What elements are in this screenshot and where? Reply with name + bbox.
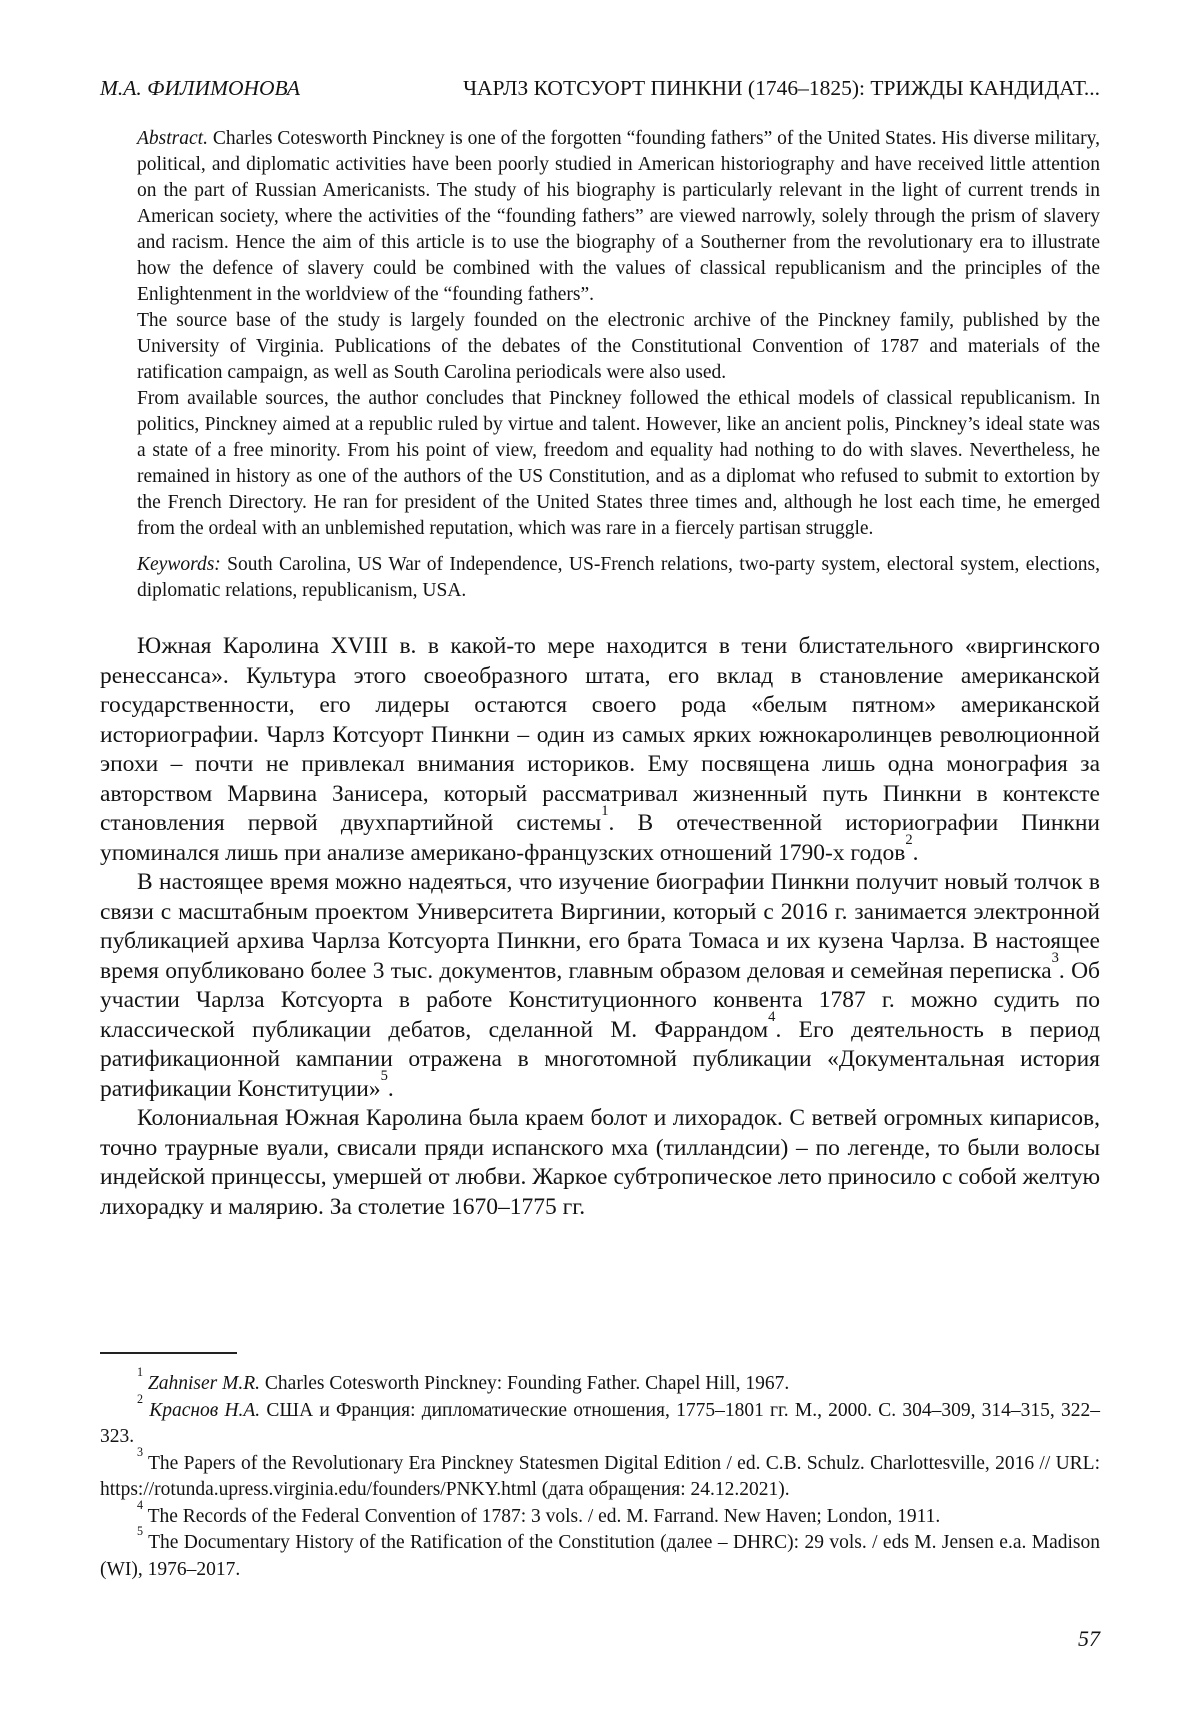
keywords-paragraph: Keywords: South Carolina, US War of Independence, US-French relations, two-party system, electoral system, elections, diplomatic relations, republicanism, USA. bbox=[137, 554, 1100, 601]
body-paragraph: Колониальная Южная Каролина была краем болот и лихорадок. С ветвей огромных кипарисов, точно траурные вуали, свисали пряди испанского мха (тилландсии) – по легенде, то были волосы индейской принцессы, умершей от любви. Жаркое субтропическое лето приносило с собой желтую лихорадку и малярию. За столетие 1670–1775 гг. bbox=[100, 1105, 1100, 1220]
page-header bbox=[100, 76, 1100, 100]
running-author: М.А. ФИЛИМОНОВА bbox=[100, 76, 301, 100]
page-content bbox=[100, 76, 1100, 1222]
page-number: 57 bbox=[1078, 1626, 1100, 1651]
footnote-item: $^5$ The Documentary History of the Ratification of the Constitution (далее – DHRC): 29 vols. / eds M. Jensen e.a. Madison (WI), 1976–2017. bbox=[100, 1524, 1100, 1580]
body-paragraph: Южная Каролина XVIII в. в какой-то мере находится в тени блистательного «виргинского ренессанса». Культура этого своеобразного штата, его вклад в становление американской государственности, его лидеры остаются своего рода «белым пятном» американской историографии. Чарлз Котсуорт Пинкни – один из самых ярких южнокаролинцев революционной эпохи – почти не привлекал внимания историков. Ему посвящена лишь одна монография за авторством Марвина Занисера, который рассматривал жизненный путь Пинкни в контексте становления первой двухпартийной системы$^1$. В отечественной историографии Пинкни упоминался лишь при анализе американо-французских отношений 1790-х годов$^2$. bbox=[100, 633, 1100, 866]
body-paragraph: В настоящее время можно надеяться, что изучение биографии Пинкни получит новый толчок в связи с масштабным проектом Университета Виргинии, который с 2016 г. занимается электронной публикацией архива Чарлза Котсуорта Пинкни, его брата Томаса и их кузена Чарлза. В настоящее время опубликовано более 3 тыс. документов, главным образом деловая и семейная переписка$^3$. Об участии Чарлза Котсуорта в работе Конституционного конвента 1787 г. можно судить по классической публикации дебатов, сделанной М. Фаррандом$^4$. Его деятельность в период ратификационной кампании отражена в многотомной публикации «Документальная история ратификации Конституции»$^5$. bbox=[100, 869, 1100, 1102]
abstract-paragraph: The source base of the study is largely founded on the electronic archive of the Pinckney family, published by the University of Virginia. Publications of the debates of the Constitutional Convention of 1787 and materials of the ratification campaign, as well as South Carolina periodicals were also used. bbox=[137, 310, 1100, 383]
abstract-paragraph: Abstract. Charles Cotesworth Pinckney is one of the forgotten “founding fathers” of the United States. His diverse military, political, and diplomatic activities have been poorly studied in American historiography and have received little attention on the part of Russian Americanists. The study of his biography is particularly relevant in the light of current trends in American society, where the activities of the “founding fathers” are viewed narrowly, solely through the prism of slavery and racism. Hence the aim of this article is to use the biography of a Southerner from the revolutionary era to illustrate how the defence of slavery could be combined with the values of classical republicanism and the principles of the Enlightenment in the worldview of the “founding fathers”. bbox=[137, 128, 1100, 305]
footnote-item: $^3$ The Papers of the Revolutionary Era Pinckney Statesmen Digital Edition / ed. C.B. Schulz. Charlottesville, 2016 // URL: https://rotunda.upress.virginia.edu/founders/PNKY.html (дата обращения: 24.12.2021). bbox=[100, 1444, 1100, 1500]
footnote-item: $^1$ Zahniser M.R. Charles Cotesworth Pinckney: Founding Father. Chapel Hill, 1967. bbox=[137, 1365, 790, 1394]
footnote-item: $^4$ The Records of the Federal Convention of 1787: 3 vols. / ed. M. Farrand. New Haven; London, 1911. bbox=[137, 1497, 941, 1527]
footnote-item: $^2$ Краснов Н.А. США и Франция: дипломатические отношения, 1775–1801 гг. М., 2000. С. 304–309, 314–315, 322–323. bbox=[100, 1391, 1100, 1447]
abstract-section bbox=[137, 126, 1100, 604]
footnotes-section bbox=[100, 1352, 1100, 1583]
abstract-paragraph: From available sources, the author concludes that Pinckney followed the ethical models of classical republicanism. In politics, Pinckney aimed at a republic ruled by virtue and talent. However, like an ancient polis, Pinckney’s ideal state was a state of a free minority. From his point of view, freedom and equality had nothing to do with slaves. Nevertheless, he remained in history as one of the authors of the US Constitution, and as a diplomat who refused to submit to extortion by the French Directory. He ran for president of the United States three times and, although he lost each time, he emerged from the ordeal with an unblemished reputation, which was rare in a fiercely partisan struggle. bbox=[137, 388, 1100, 539]
running-title: ЧАРЛЗ КОТСУОРТ ПИНКНИ (1746–1825): ТРИЖДЫ КАНДИДАТ... bbox=[463, 76, 1100, 100]
article-body bbox=[100, 632, 1100, 1222]
footnote-separator-line bbox=[100, 1352, 237, 1354]
